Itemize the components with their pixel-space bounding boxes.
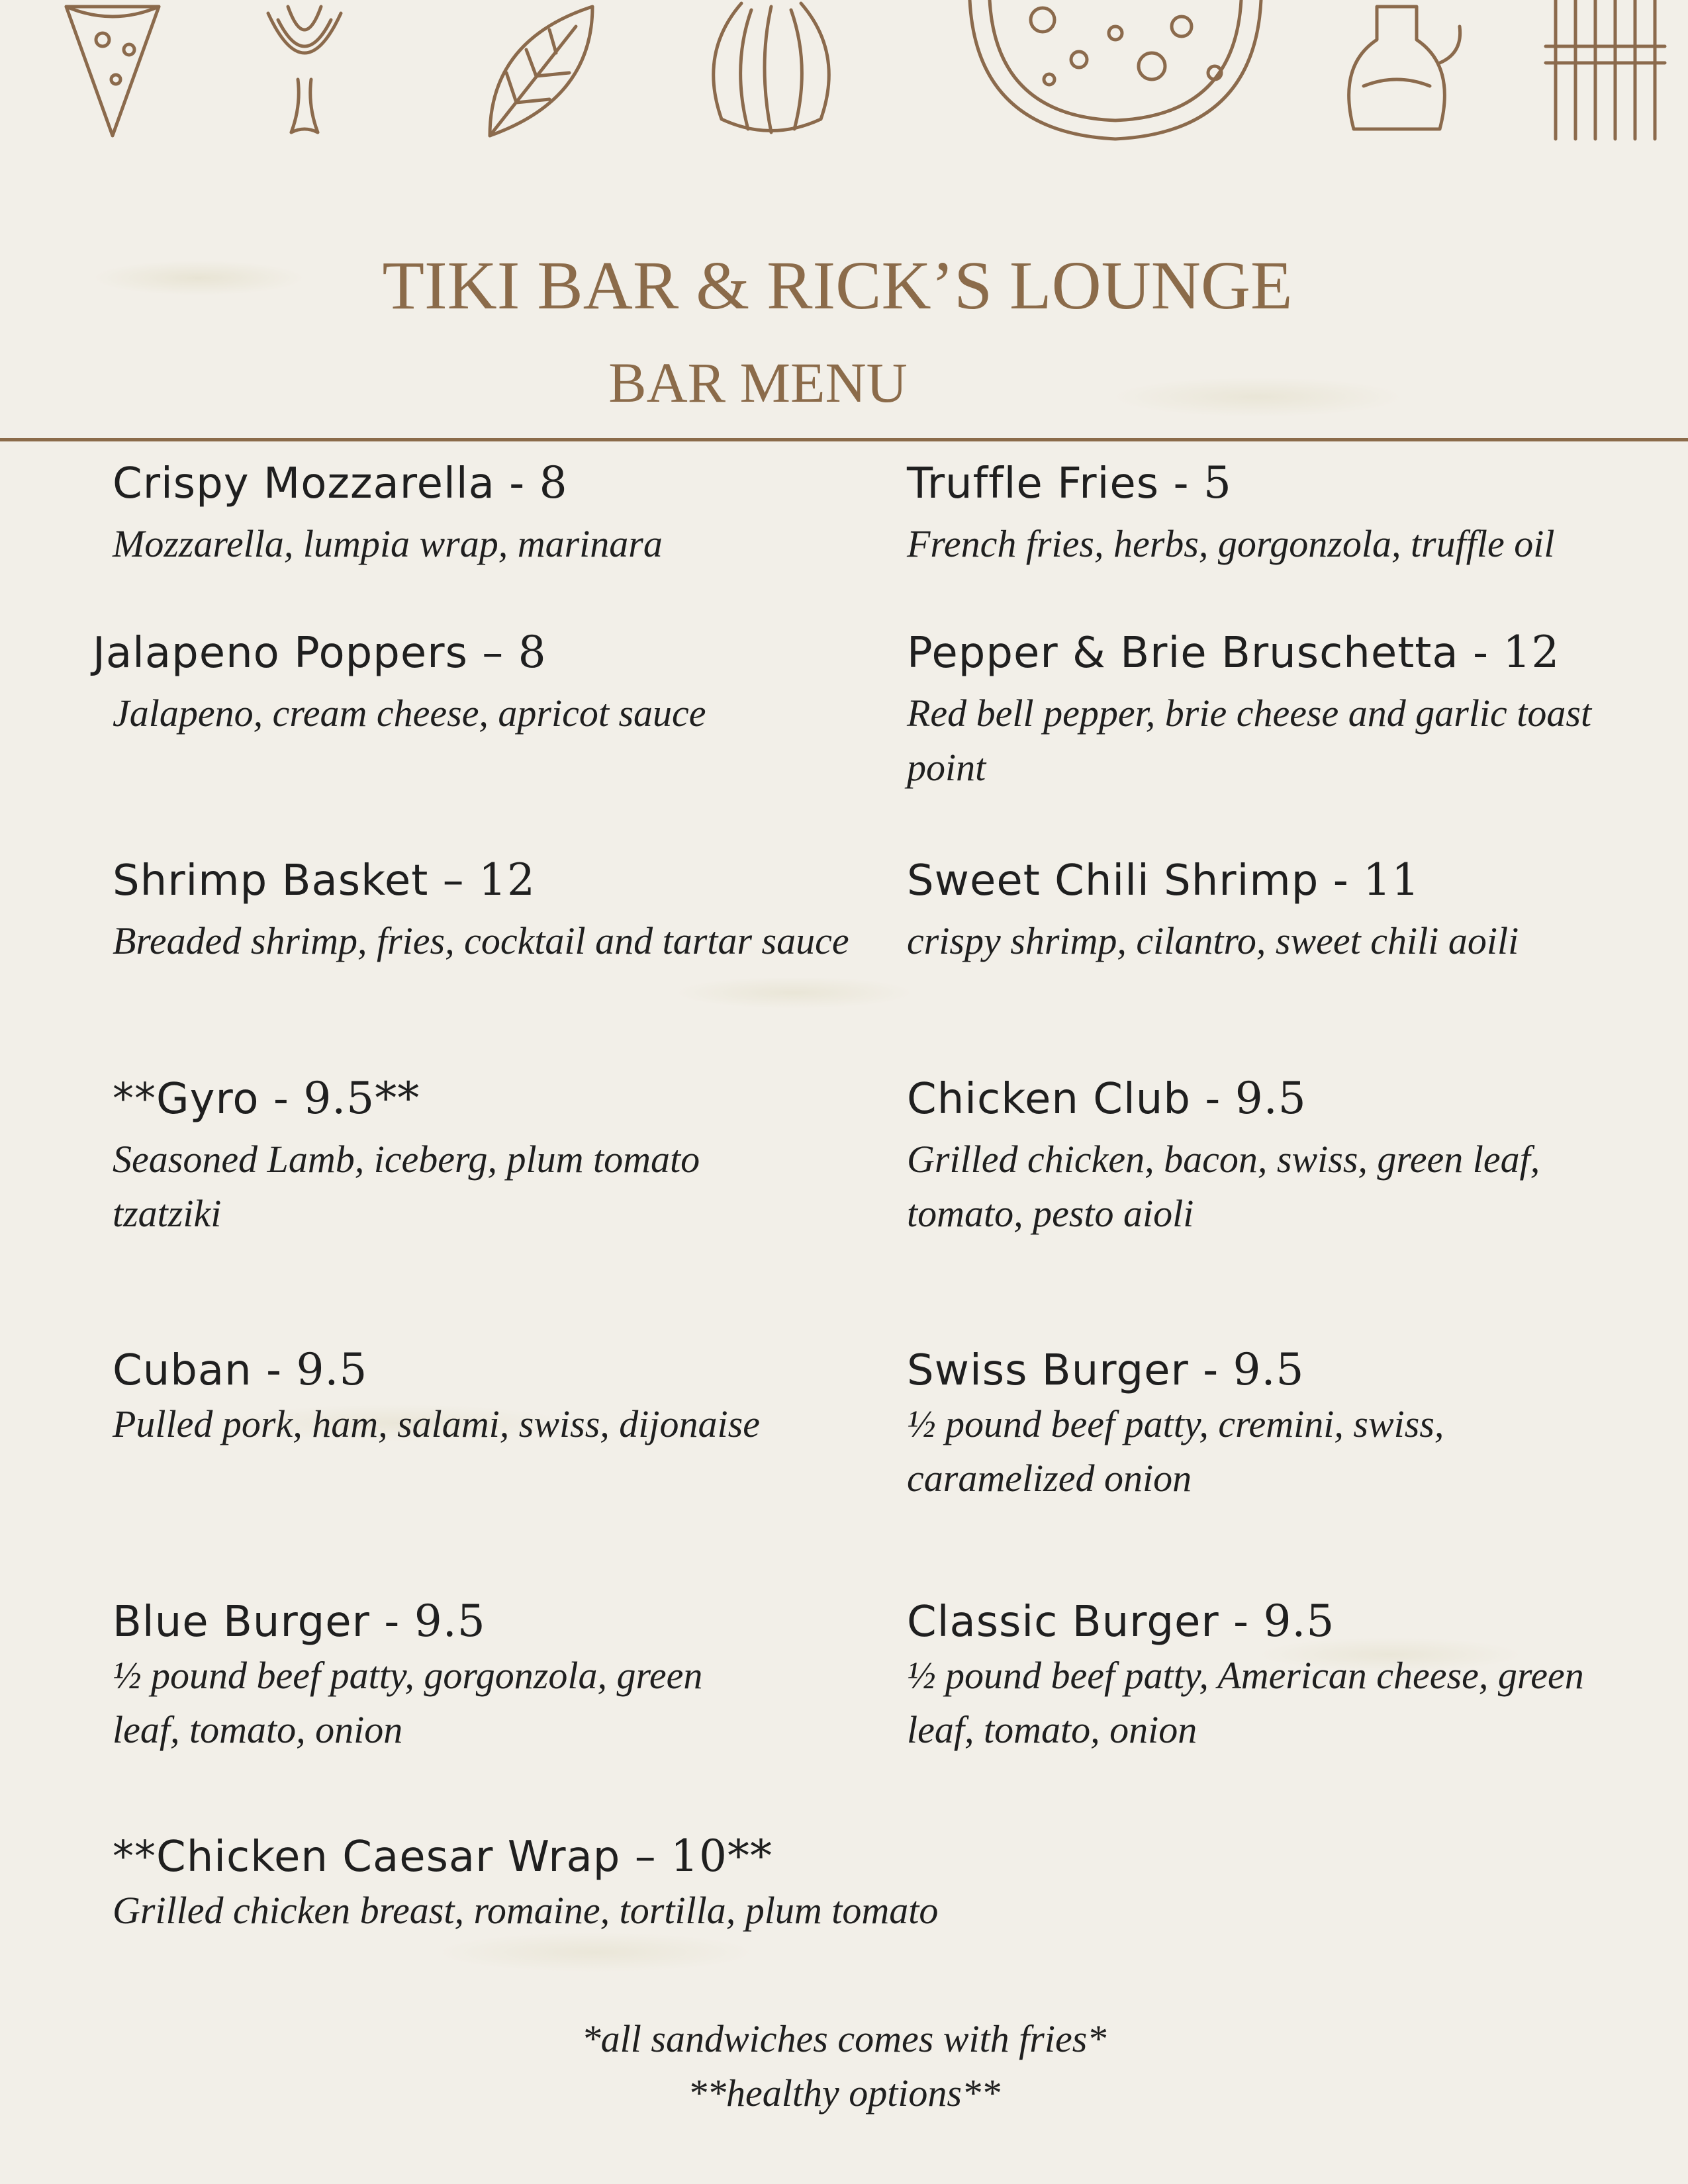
item-price: 9.5 xyxy=(414,1596,486,1647)
menu-item xyxy=(907,457,1609,571)
item-name: Swiss Burger - xyxy=(907,1346,1219,1395)
item-name: Chicken Club - xyxy=(907,1075,1221,1124)
menu-item xyxy=(113,1343,874,1451)
menu-item xyxy=(113,1595,874,1757)
pizza-icon xyxy=(963,0,1268,146)
menu-item xyxy=(93,626,854,741)
item-name: **Gyro - xyxy=(113,1075,289,1124)
item-name: Shrimp Basket – xyxy=(113,856,465,905)
item-price: 9.5 xyxy=(1233,1344,1305,1395)
item-price: 10** xyxy=(671,1831,773,1882)
item-name: Classic Burger - xyxy=(907,1598,1250,1647)
item-name: Jalapeno Poppers – xyxy=(93,629,504,678)
leaf-icon xyxy=(477,0,602,142)
item-price: 9.5 xyxy=(1263,1596,1335,1647)
item-description: Breaded shrimp, fries, cocktail and tartar sauce xyxy=(113,919,849,962)
item-price: 8 xyxy=(539,457,568,508)
item-price: 12 xyxy=(479,854,536,905)
menu-item xyxy=(113,1830,1105,1938)
restaurant-title: TIKI BAR & RICK’S LOUNGE xyxy=(382,248,1293,324)
menu-item xyxy=(113,1072,874,1241)
item-price: 9.5 xyxy=(296,1344,368,1395)
item-price: 11 xyxy=(1363,854,1421,905)
item-price: 9.5** xyxy=(303,1073,420,1124)
menu-subtitle: BAR MENU xyxy=(608,351,908,414)
garlic-icon xyxy=(695,0,847,139)
item-name: Blue Burger - xyxy=(113,1598,400,1647)
menu-item xyxy=(907,1072,1609,1241)
menu-item xyxy=(113,457,874,571)
item-description: French fries, herbs, gorgonzola, truffle oil xyxy=(907,522,1555,565)
menu-item xyxy=(907,1595,1609,1757)
item-description: Mozzarella, lumpia wrap, marinara xyxy=(113,522,663,565)
asparagus-bundle-icon xyxy=(1536,0,1668,146)
item-name: Cuban - xyxy=(113,1346,283,1395)
item-name: Truffle Fries - xyxy=(907,459,1190,508)
item-name: **Chicken Caesar Wrap – xyxy=(113,1833,657,1882)
item-description: Seasoned Lamb, iceberg, plum tomato tzatziki xyxy=(113,1138,700,1235)
item-description: ½ pound beef patty, cremini, swiss, caramelized onion xyxy=(907,1402,1444,1500)
sandwich-note: *all sandwiches comes with fries* xyxy=(581,2017,1107,2060)
item-description: Red bell pepper, brie cheese and garlic toast point xyxy=(907,692,1592,789)
header-divider xyxy=(0,438,1688,441)
item-name: Pepper & Brie Bruschetta - xyxy=(907,629,1489,678)
item-price: 9.5 xyxy=(1235,1073,1307,1124)
item-description: ½ pound beef patty, American cheese, green leaf, tomato, onion xyxy=(907,1654,1584,1751)
artichoke-icon xyxy=(255,0,354,139)
item-price: 12 xyxy=(1503,627,1560,678)
item-name: Sweet Chili Shrimp - xyxy=(907,856,1349,905)
item-description: Jalapeno, cream cheese, apricot sauce xyxy=(113,692,706,735)
item-price: 5 xyxy=(1203,457,1232,508)
item-price: 8 xyxy=(518,627,547,678)
item-description: Grilled chicken, bacon, swiss, green leaf, tomato, pesto aioli xyxy=(907,1138,1540,1235)
item-description: ½ pound beef patty, gorgonzola, green leaf, tomato, onion xyxy=(113,1654,703,1751)
item-description: Grilled chicken breast, romaine, tortilla, plum tomato xyxy=(113,1889,939,1932)
item-name: Crispy Mozzarella - xyxy=(113,459,526,508)
menu-item xyxy=(113,854,874,968)
menu-item xyxy=(907,854,1609,968)
item-description: crispy shrimp, cilantro, sweet chili aoili xyxy=(907,919,1519,962)
menu-item xyxy=(907,626,1609,795)
menu-item xyxy=(907,1343,1609,1506)
oil-bottle-icon xyxy=(1331,0,1463,139)
footer-notes xyxy=(0,2012,1688,2120)
healthy-note: **healthy options** xyxy=(687,2071,1000,2115)
item-description: Pulled pork, ham, salami, swiss, dijonaise xyxy=(113,1402,760,1445)
pizza-slice-icon xyxy=(53,0,172,146)
